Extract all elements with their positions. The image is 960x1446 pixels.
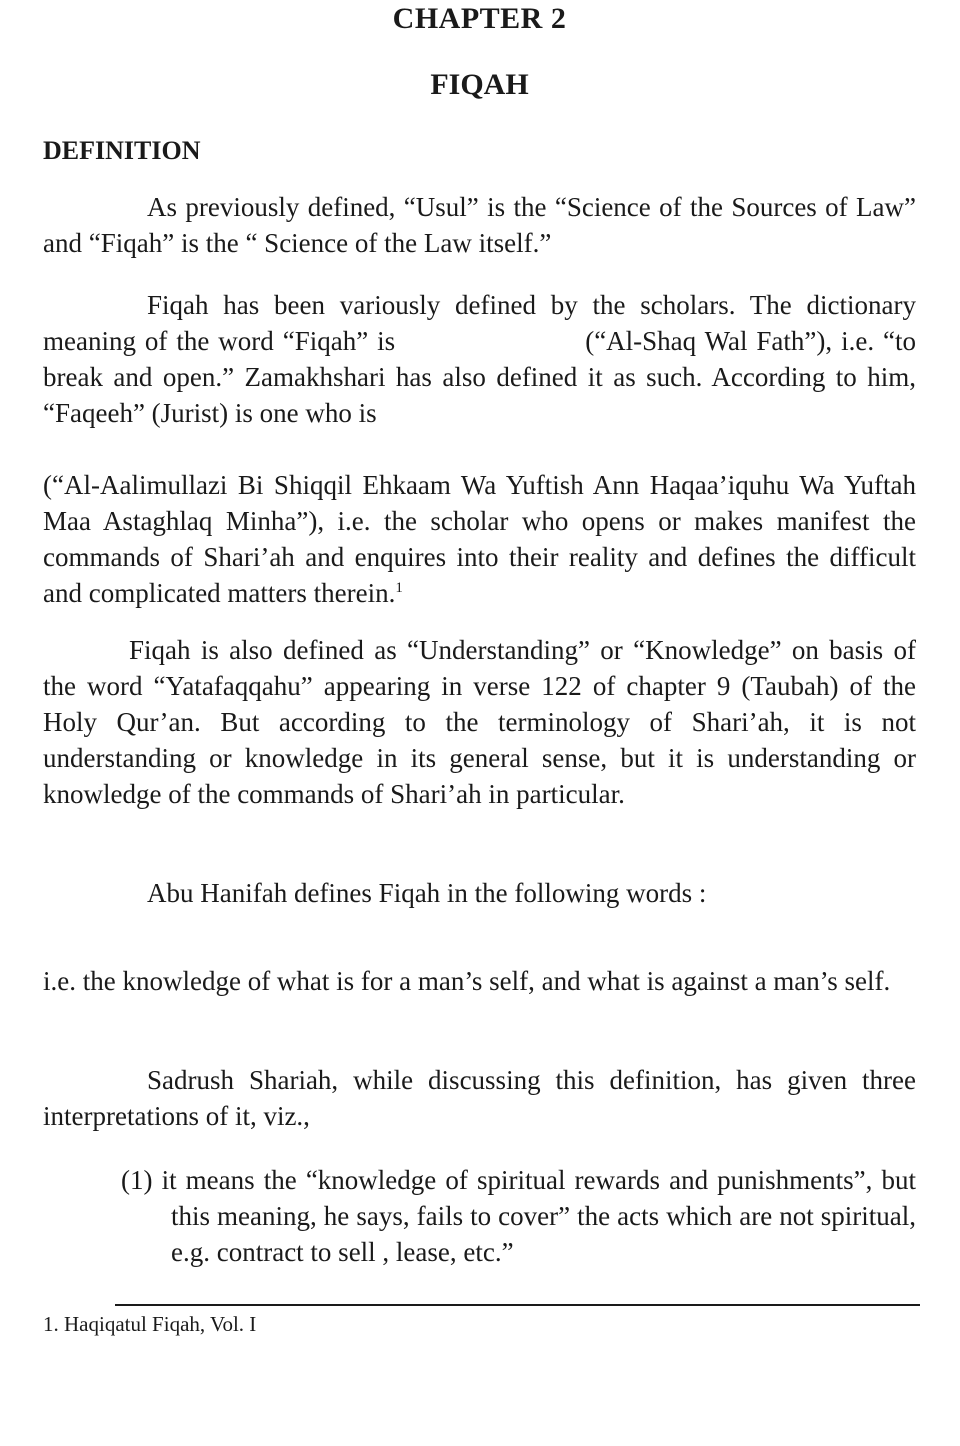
paragraph-faqeeh-text: (“Al-Aalimullazi Bi Shiqqil Ehkaam Wa Yuftish Ann Haqaa’iquhu Wa Yuftah Maa Astaghlaq Minha”), i.e. the scholar who opens or makes manifest the commands of Shari’ah and enquires into their reality and defines the difficult and complicated matters therein. <box>43 470 916 608</box>
footnote: 1. Haqiqatul Fiqah, Vol. I <box>43 1312 257 1336</box>
footnote-divider <box>115 1304 920 1306</box>
paragraph-sadrush-shariah: Sadrush Shariah, while discussing this definition, has given three interpretations of it, viz., <box>43 1065 916 1131</box>
chapter-title: FIQAH <box>430 68 529 101</box>
chapter-heading: CHAPTER 2 <box>392 2 567 35</box>
interpretation-list-item-1: (1) it means the “knowledge of spiritual rewards and punishments”, but this meaning, he says, fails to cover” the acts which are not spiritual, e.g. contract to sell , lease, etc.” <box>121 1165 916 1267</box>
paragraph-understanding: Fiqah is also defined as “Understanding” or “Knowledge” on basis of the word “Yatafaqqahu” appearing in verse 122 of chapter 9 (Taubah) of the Holy Qur’an. But according to the terminology of Shari’ah, it is not understanding or knowledge in its general sense, but it is understanding or knowledge of the commands of Shari’ah in particular. <box>43 635 916 809</box>
paragraph-abu-hanifah: Abu Hanifah defines Fiqah in the following words : <box>147 878 707 908</box>
paragraph-usul-definition: As previously defined, “Usul” is the “Science of the Sources of Law” and “Fiqah” is the “ Science of the Law itself.” <box>43 192 916 258</box>
paragraph-faqeeh-meaning <box>43 467 916 611</box>
paragraph-dictionary-meaning-start: Fiqah has been variously defined by the scholars. The dictionary meaning of the word “Fiqah” is <box>43 290 916 356</box>
paragraph-dictionary-meaning-end: (“Al-Shaq Wal Fath”), i.e. “to break and open.” Zamakhshari has also defined it as such. According to him, “Faqeeh” (Jurist) is one who is <box>43 326 917 428</box>
paragraph-dictionary-meaning <box>43 287 916 431</box>
footnote-reference: 1 <box>395 580 403 596</box>
paragraph-knowledge-self: i.e. the knowledge of what is for a man’s self, and what is against a man’s self. <box>43 966 891 996</box>
section-heading: DEFINITION <box>43 136 201 165</box>
